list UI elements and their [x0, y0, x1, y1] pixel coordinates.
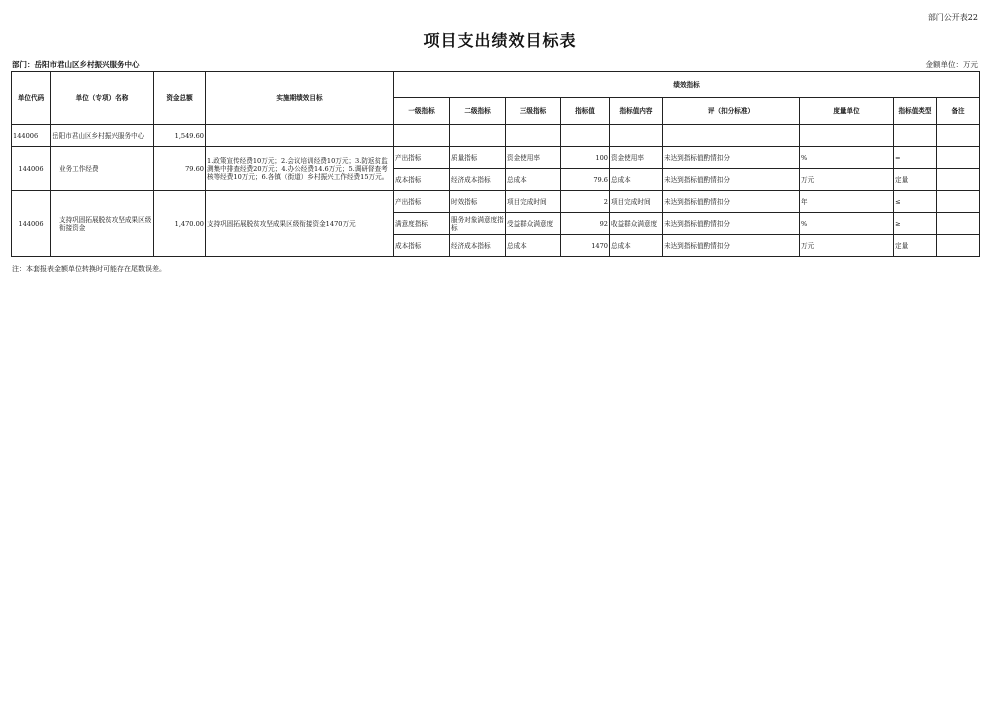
header-total-funds: 资金总额 — [154, 72, 206, 125]
table-row — [12, 191, 980, 213]
header-criteria: 评（扣分标准） — [663, 98, 800, 125]
header-unit-code: 单位代码 — [12, 72, 51, 125]
header-row-1 — [12, 72, 980, 98]
header-unit-name: 单位（专项）名称 — [51, 72, 154, 125]
cell-remark — [937, 169, 980, 191]
cell-remark — [937, 191, 980, 213]
cell-content: 项目完成时间 — [610, 191, 663, 213]
cell-value-type: 定量 — [894, 235, 937, 257]
header-content: 指标值内容 — [610, 98, 663, 125]
department-label: 部门：岳阳市君山区乡村振兴服务中心 — [12, 60, 140, 69]
cell-empty — [506, 125, 561, 147]
table-row — [12, 147, 980, 169]
header-measure-unit: 度量单位 — [800, 98, 894, 125]
cell-empty — [561, 125, 610, 147]
cell-level2: 经济成本指标 — [450, 235, 506, 257]
cell-level2: 时效指标 — [450, 191, 506, 213]
cell-remark — [937, 235, 980, 257]
cell-remark — [937, 213, 980, 235]
cell-code: 144006 — [12, 191, 51, 257]
cell-name: 支持巩固拓展脱贫攻坚成果区级衔接资金 — [51, 191, 154, 257]
cell-name: 岳阳市君山区乡村振兴服务中心 — [51, 125, 154, 147]
cell-criteria: 未达到指标值酌情扣分 — [663, 213, 800, 235]
cell-level3: 资金使用率 — [506, 147, 561, 169]
table-row-summary — [12, 125, 980, 147]
cell-funds: 1,549.60 — [154, 125, 206, 147]
cell-level2: 经济成本指标 — [450, 169, 506, 191]
cell-empty — [800, 125, 894, 147]
cell-criteria: 未达到指标值酌情扣分 — [663, 191, 800, 213]
cell-code: 144006 — [12, 147, 51, 191]
performance-table — [11, 71, 980, 257]
cell-measure-unit: 年 — [800, 191, 894, 213]
page-title: 项目支出绩效目标表 — [423, 31, 577, 50]
cell-measure-unit: % — [800, 147, 894, 169]
header-level2: 二级指标 — [450, 98, 506, 125]
cell-criteria: 未达到指标值酌情扣分 — [663, 235, 800, 257]
header-remark: 备注 — [937, 98, 980, 125]
cell-funds: 1,470.00 — [154, 191, 206, 257]
cell-level1: 满意度指标 — [394, 213, 450, 235]
cell-value-type: = — [894, 147, 937, 169]
cell-content: 总成本 — [610, 169, 663, 191]
cell-content: 资金使用率 — [610, 147, 663, 169]
cell-value: 1470 — [561, 235, 610, 257]
cell-value: 79.6 — [561, 169, 610, 191]
cell-content: 总成本 — [610, 235, 663, 257]
cell-level1: 产出指标 — [394, 191, 450, 213]
cell-level2: 质量指标 — [450, 147, 506, 169]
cell-level1: 成本指标 — [394, 169, 450, 191]
cell-measure-unit: 万元 — [800, 235, 894, 257]
cell-level1: 成本指标 — [394, 235, 450, 257]
cell-goal: 1.政策宣传经费10万元；2.会议培训经费10万元；3.防返贫监测集中排查经费20万元；4.办公经费14.6万元；5.调研督查考核等经费10万元；6.各镇（街道）乡村振兴工作经费15万元。 — [206, 147, 394, 191]
cell-value-type: ≥ — [894, 213, 937, 235]
header-level3: 三级指标 — [506, 98, 561, 125]
cell-empty — [610, 125, 663, 147]
cell-level1: 产出指标 — [394, 147, 450, 169]
cell-name: 业务工作经费 — [51, 147, 154, 191]
header-value: 指标值 — [561, 98, 610, 125]
cell-content: 收益群众满意度 — [610, 213, 663, 235]
header-goal: 实施期绩效目标 — [206, 72, 394, 125]
cell-value: 2 — [561, 191, 610, 213]
cell-empty — [937, 125, 980, 147]
cell-goal: 支持巩固拓展脱贫攻坚成果区级衔接资金1470万元 — [206, 191, 394, 257]
header-performance-indicators: 绩效指标 — [394, 72, 980, 98]
amount-unit-label: 金额单位：万元 — [925, 60, 978, 69]
cell-empty — [663, 125, 800, 147]
cell-measure-unit: 万元 — [800, 169, 894, 191]
cell-criteria: 未达到指标值酌情扣分 — [663, 147, 800, 169]
cell-value-type: ≤ — [894, 191, 937, 213]
cell-value: 92 — [561, 213, 610, 235]
cell-funds: 79.60 — [154, 147, 206, 191]
cell-level2: 服务对象满意度指标 — [450, 213, 506, 235]
cell-code: 144006 — [12, 125, 51, 147]
cell-empty — [394, 125, 450, 147]
cell-empty — [894, 125, 937, 147]
header-value-type: 指标值类型 — [894, 98, 937, 125]
cell-criteria: 未达到指标值酌情扣分 — [663, 169, 800, 191]
cell-level3: 总成本 — [506, 169, 561, 191]
cell-empty — [206, 125, 394, 147]
cell-remark — [937, 147, 980, 169]
cell-level3: 受益群众满意度 — [506, 213, 561, 235]
cell-measure-unit: % — [800, 213, 894, 235]
header-level1: 一级指标 — [394, 98, 450, 125]
cell-value: 100 — [561, 147, 610, 169]
cell-level3: 项目完成时间 — [506, 191, 561, 213]
form-number: 部门公开表22 — [927, 13, 978, 22]
cell-empty — [450, 125, 506, 147]
cell-level3: 总成本 — [506, 235, 561, 257]
cell-value-type: 定量 — [894, 169, 937, 191]
footnote: 注：本套报表金额单位转换时可能存在尾数误差。 — [12, 265, 166, 273]
